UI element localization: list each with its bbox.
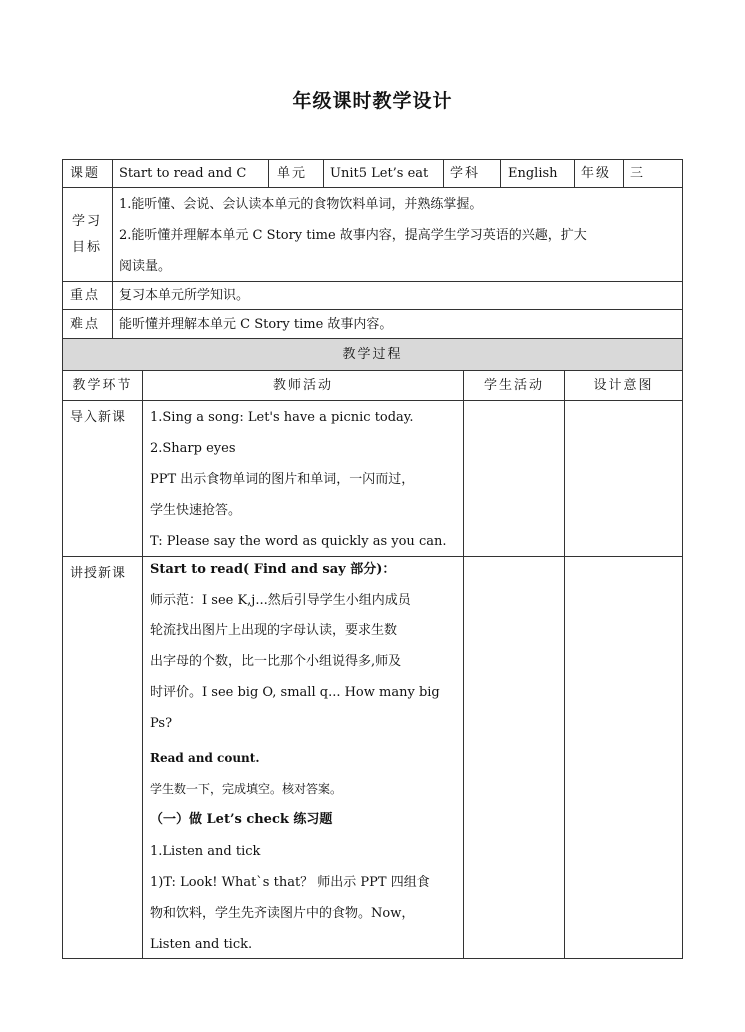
lead-in-line: 2.Sharp eyes <box>150 441 236 456</box>
new-lesson-line: Listen and tick. <box>150 937 253 952</box>
new-lesson-line: 师示范：I see K,j...然后引导学生小组内成员 <box>150 593 411 608</box>
new-lesson-line: 轮流找出图片上出现的字母认读，要求生数 <box>150 623 398 638</box>
grade-value: 三 <box>630 166 644 181</box>
difficulty-value: 能听懂并理解本单元 C Story time 故事内容。 <box>119 317 393 332</box>
goals-line-1: 1.能听懂、会说、会认读本单元的食物饮料单词，并熟练掌握。 <box>119 197 483 212</box>
stage-lead-in: 导入新课 <box>70 410 127 425</box>
column-header-stage: 教学环节 <box>72 378 133 393</box>
lead-in-line: PPT 出示食物单词的图片和单词，一闪而过， <box>150 472 415 487</box>
unit-label: 单元 <box>277 166 308 181</box>
page-title: 年级课时教学设计 <box>292 90 453 112</box>
lead-in-line: T: Please say the word as quickly as you can. <box>150 534 447 549</box>
new-lesson-line: 1.Listen and tick <box>150 844 261 859</box>
new-lesson-line: 时评价。I see big O, small q... How many big <box>150 685 440 700</box>
new-lesson-line: 出字母的个数，比一比那个小组说得多,师及 <box>150 654 402 669</box>
goals-line-3: 阅读量。 <box>119 259 172 274</box>
new-lesson-line: 学生数一下，完成填空。核对答案。 <box>150 782 343 796</box>
goals-label-line1: 学习 <box>72 214 103 229</box>
new-lesson-line: 1)T: Look! What`s that？ 师出示 PPT 四组食 <box>150 875 430 890</box>
column-header-student: 学生活动 <box>483 378 544 393</box>
unit-value: Unit5 Let’s eat <box>330 166 429 181</box>
process-heading: 教学过程 <box>342 347 403 362</box>
discipline-label: 学科 <box>450 166 481 181</box>
key-point-value: 复习本单元所学知识。 <box>119 288 250 303</box>
column-header-teacher: 教师活动 <box>272 378 333 393</box>
difficulty-label: 难点 <box>70 317 101 332</box>
lead-in-line: 学生快速抢答。 <box>150 503 242 518</box>
section-heading-read-and-count: Read and count. <box>150 751 260 765</box>
new-lesson-line: Ps? <box>150 716 173 731</box>
subject-value: Start to read and C <box>119 166 247 181</box>
section-heading-lets-check: （一）做 Let’s check 练习题 <box>150 812 333 827</box>
key-point-label: 重点 <box>70 288 101 303</box>
lesson-table <box>62 159 683 959</box>
section-heading-start-to-read: Start to read( Find and say 部分)： <box>150 562 396 577</box>
lead-in-line: 1.Sing a song: Let's have a picnic today. <box>150 410 414 425</box>
column-header-intent: 设计意图 <box>593 378 654 393</box>
discipline-value: English <box>508 166 558 181</box>
goals-label-line2: 目标 <box>72 240 103 255</box>
goals-line-2: 2.能听懂并理解本单元 C Story time 故事内容，提高学生学习英语的兴趣，扩大 <box>119 228 587 243</box>
subject-label: 课题 <box>70 166 101 181</box>
new-lesson-line: 物和饮料，学生先齐读图片中的食物。Now， <box>150 906 415 921</box>
grade-label: 年级 <box>581 166 612 181</box>
stage-new-lesson: 讲授新课 <box>70 566 127 581</box>
